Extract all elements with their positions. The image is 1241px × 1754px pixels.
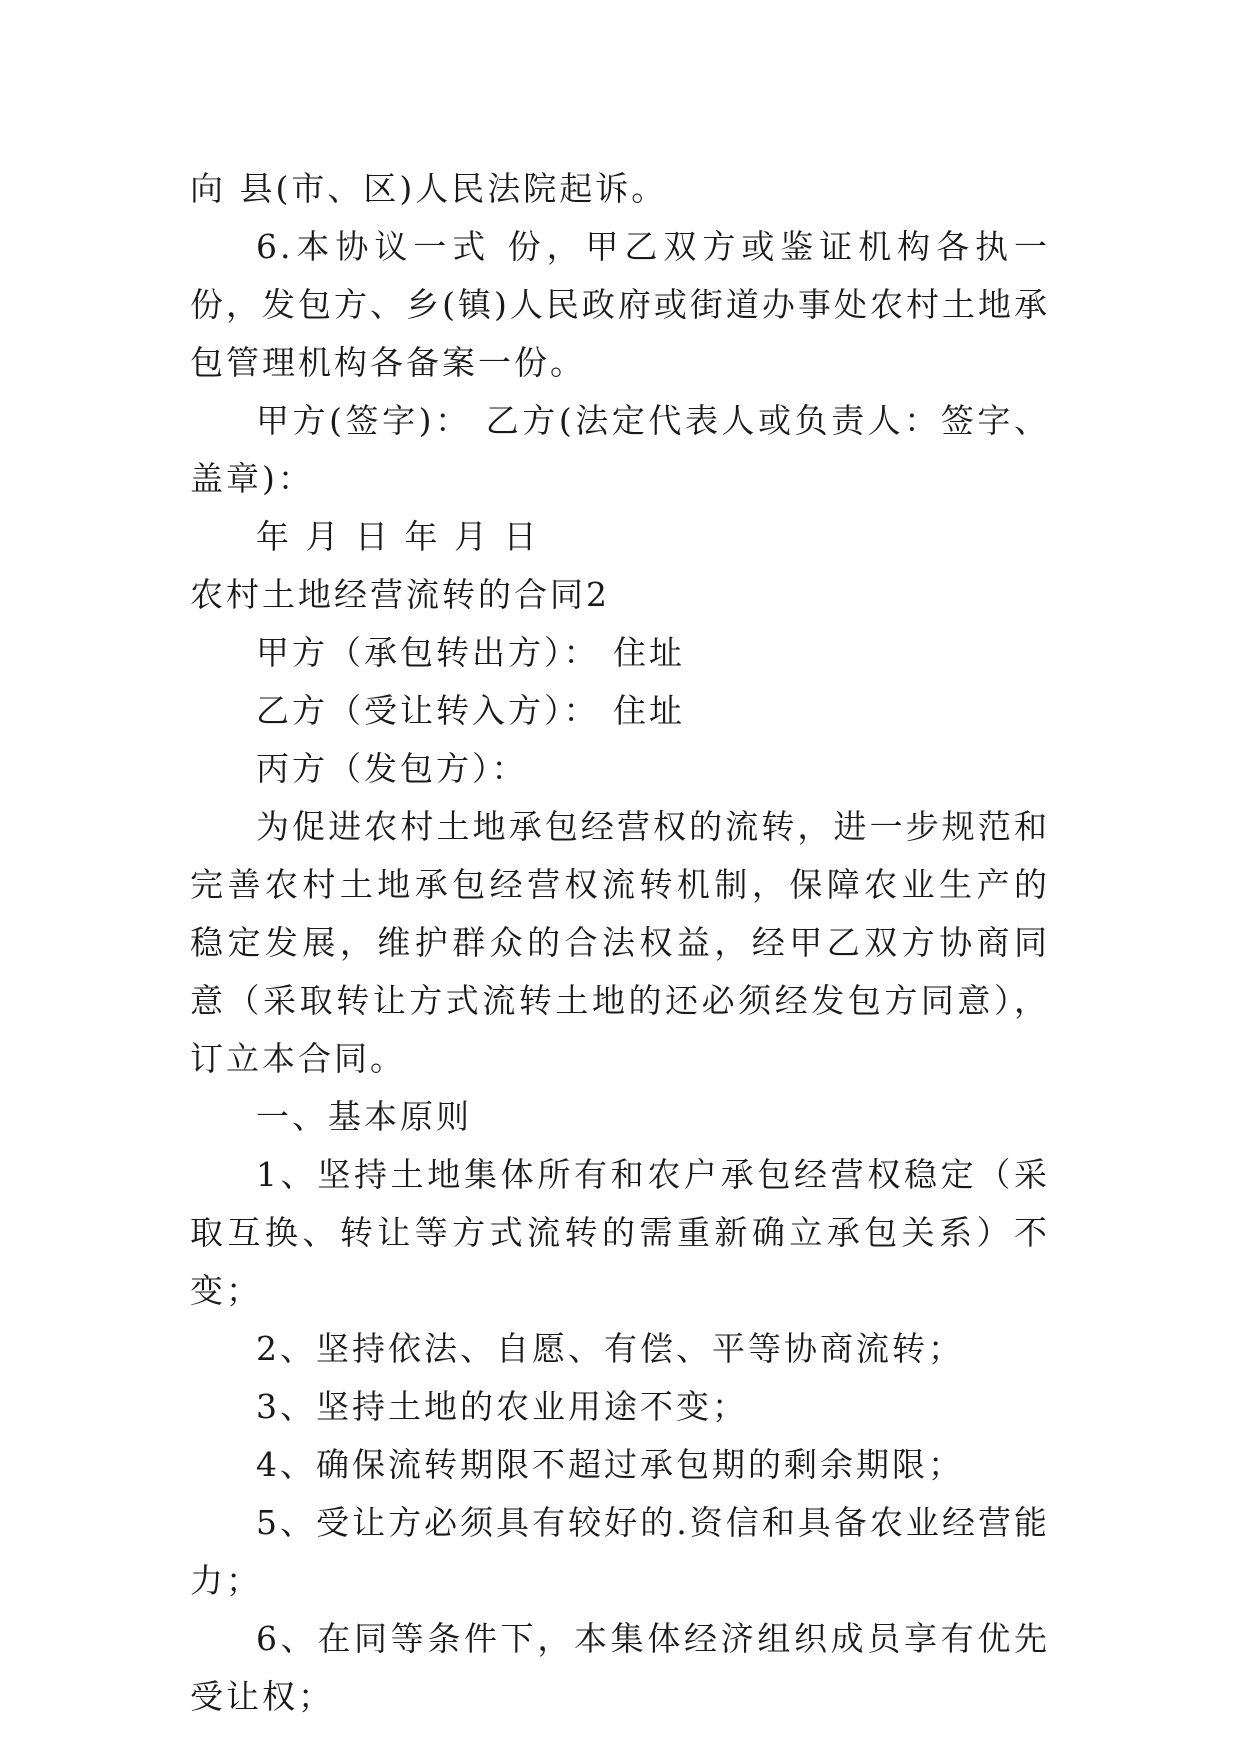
paragraph-dates: 年 月 日 年 月 日 — [256, 517, 540, 556]
principle-item-6: 6、在同等条件下，本集体经济组织成员享有优先受让权； — [190, 1619, 1050, 1716]
document-body — [190, 160, 1050, 1726]
party-b-line: 乙方（受让转入方）： 住址 — [256, 691, 685, 730]
principle-item-3: 3、坚持土地的农业用途不变； — [256, 1387, 748, 1426]
section-title: 农村土地经营流转的合同2 — [190, 575, 610, 614]
paragraph-signatures: 甲方(签字)： 乙方(法定代表人或负责人：签字、盖章)： — [190, 401, 1050, 498]
party-c-line: 丙方（发包方）： — [256, 749, 528, 788]
principle-item-5: 5、受让方必须具有较好的.资信和具备农业经营能力； — [190, 1503, 1050, 1600]
heading-basic-principles: 一、基本原则 — [256, 1097, 472, 1136]
party-a-line: 甲方（承包转出方）： 住址 — [256, 633, 685, 672]
paragraph-preamble: 为促进农村土地承包经营权的流转，进一步规范和完善农村土地承包经营权流转机制，保障农业生产的稳定发展，维护群众的合法权益，经甲乙双方协商同意（采取转让方式流转土地的还必须经发包方同意），订立本合同。 — [190, 807, 1050, 1078]
principle-item-1: 1、坚持土地集体所有和农户承包经营权稳定（采取互换、转让等方式流转的需重新确立承包关系）不变； — [190, 1155, 1050, 1310]
paragraph-copies-clause: 6.本协议一式 份，甲乙双方或鉴证机构各执一份，发包方、乡(镇)人民政府或街道办事处农村土地承包管理机构各备案一份。 — [190, 227, 1050, 382]
paragraph-court-clause: 向 县(市、区)人民法院起诉。 — [190, 169, 668, 208]
principle-item-4: 4、确保流转期限不超过承包期的剩余期限； — [256, 1445, 964, 1484]
principle-item-2: 2、坚持依法、自愿、有偿、平等协商流转； — [256, 1329, 964, 1368]
